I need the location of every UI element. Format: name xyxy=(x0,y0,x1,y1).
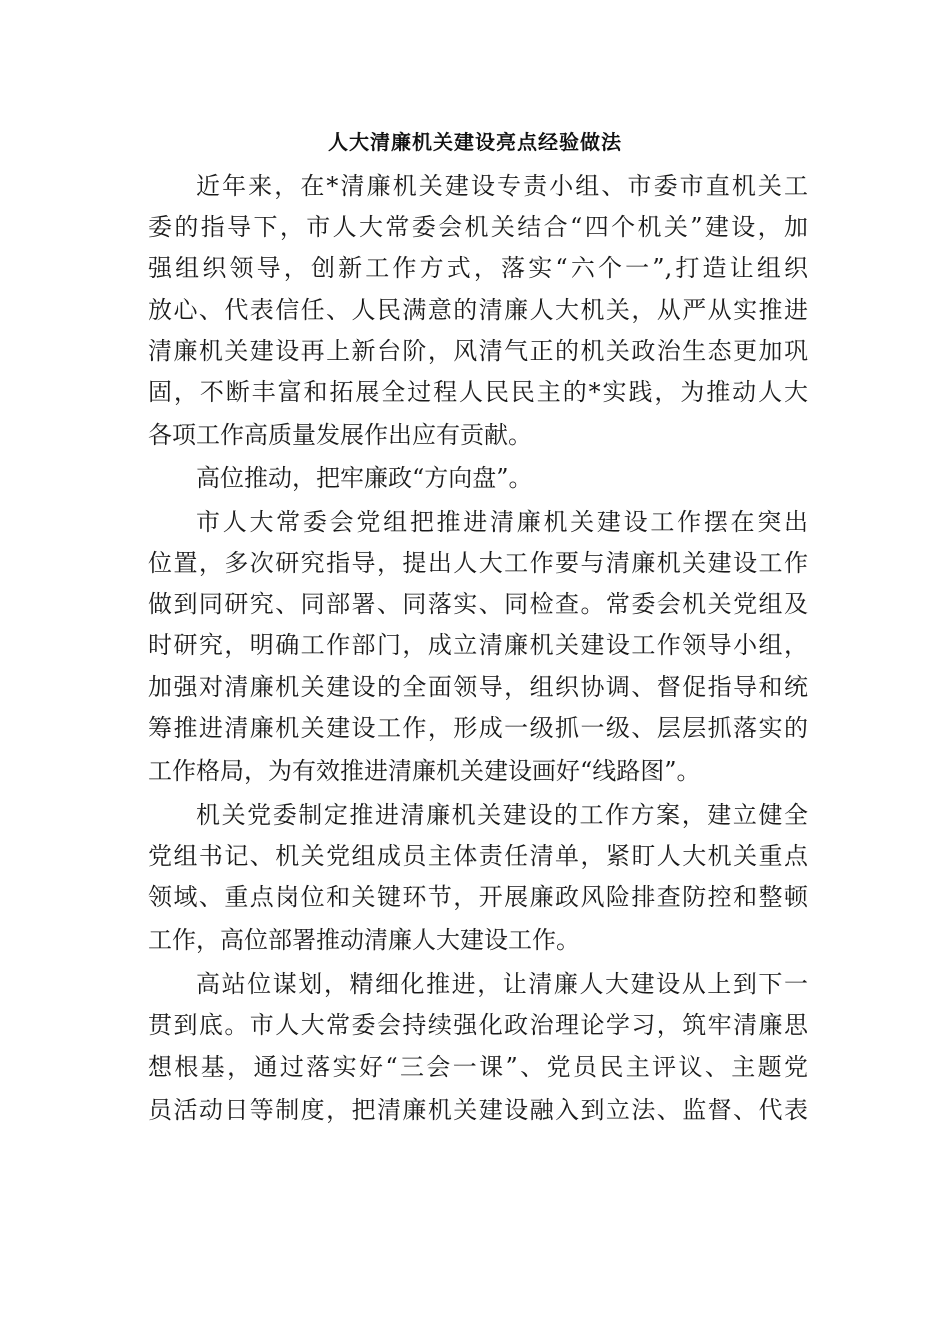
paragraph-line: 员活动日等制度，把清廉机关建设融入到立法、监督、代表 xyxy=(148,1096,808,1124)
paragraph-line: 清廉机关建设再上新台阶，风清气正的机关政治生态更加巩 xyxy=(148,337,808,365)
paragraph-line: 加强对清廉机关建设的全面领导，组织协调、督促指导和统 xyxy=(148,673,808,701)
paragraph-line: 固，不断丰富和拓展全过程人民民主的*实践，为推动人大 xyxy=(148,378,808,406)
paragraph-line: 时研究，明确工作部门，成立清廉机关建设工作领导小组， xyxy=(148,631,808,659)
document-title: 人大清廉机关建设亮点经验做法 xyxy=(328,130,622,154)
paragraph-line: 做到同研究、同部署、同落实、同检查。常委会机关党组及 xyxy=(148,590,808,618)
paragraph-line: 领域、重点岗位和关键环节，开展廉政风险排查防控和整顿 xyxy=(148,883,808,911)
section-heading: 高位推动，把牢廉政“方向盘”。 xyxy=(196,464,533,492)
paragraph-line: 位置，多次研究指导，提出人大工作要与清廉机关建设工作 xyxy=(148,549,808,577)
paragraph-line: 强组织领导，创新工作方式，落实“六个一”,打造让组织 xyxy=(148,254,808,282)
paragraph-line: 机关党委制定推进清廉机关建设的工作方案，建立健全 xyxy=(196,801,808,829)
paragraph-line: 筹推进清廉机关建设工作，形成一级抓一级、层层抓落实的 xyxy=(148,714,808,742)
paragraph-line: 放心、代表信任、人民满意的清廉人大机关，从严从实推进 xyxy=(148,296,808,324)
paragraph-line: 想根基，通过落实好“三会一课”、党员民主评议、主题党 xyxy=(148,1053,808,1081)
paragraph-line: 近年来，在*清廉机关建设专责小组、市委市直机关工 xyxy=(196,172,808,200)
paragraph-line: 贯到底。市人大常委会持续强化政治理论学习，筑牢清廉思 xyxy=(148,1011,808,1039)
paragraph-line: 委的指导下，市人大常委会机关结合“四个机关”建设，加 xyxy=(148,213,808,241)
paragraph-line: 市人大常委会党组把推进清廉机关建设工作摆在突出 xyxy=(196,508,808,536)
paragraph-line: 党组书记、机关党组成员主体责任清单，紧盯人大机关重点 xyxy=(148,842,808,870)
paragraph-line: 工作格局，为有效推进清廉机关建设画好“线路图”。 xyxy=(148,757,701,785)
paragraph-line: 高站位谋划，精细化推进，让清廉人大建设从上到下一 xyxy=(196,970,808,998)
paragraph-line: 各项工作高质量发展作出应有贡献。 xyxy=(148,421,532,449)
paragraph-line: 工作，高位部署推动清廉人大建设工作。 xyxy=(148,926,580,954)
